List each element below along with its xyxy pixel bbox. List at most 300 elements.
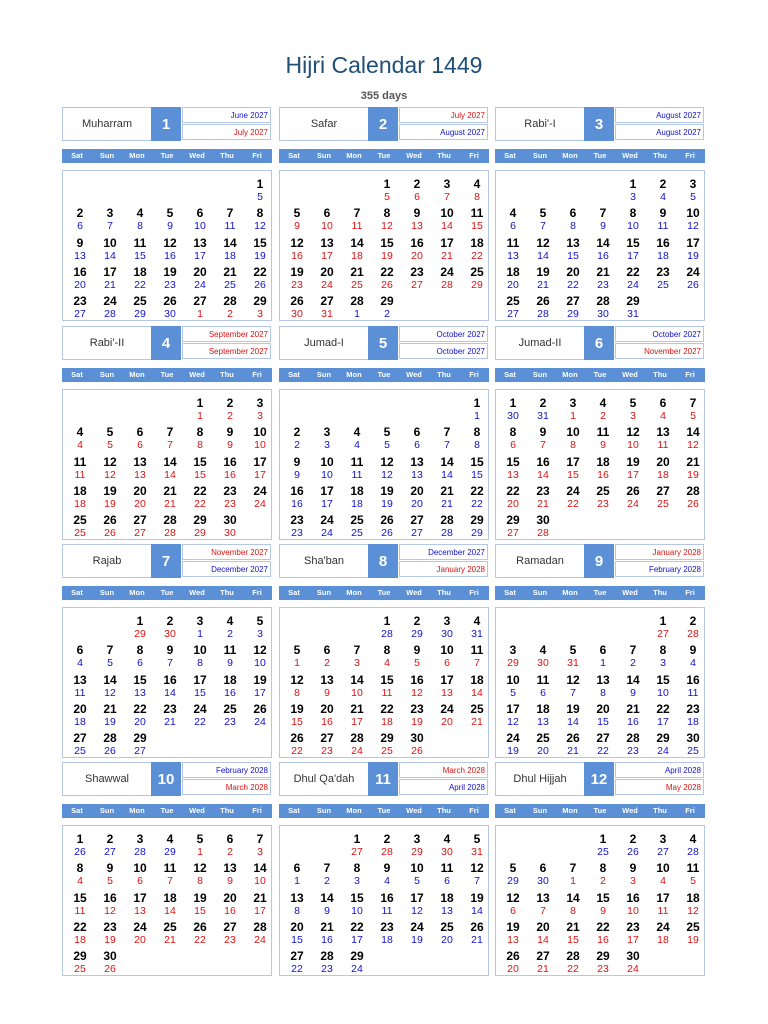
hijri-day-number: 22 <box>350 919 364 934</box>
hijri-day-number: 2 <box>383 832 391 846</box>
gregorian-day-number: 22 <box>194 497 206 510</box>
day-cell <box>618 177 648 204</box>
hijri-day-number: 7 <box>629 643 637 658</box>
weekday-label: Tue <box>377 370 391 379</box>
day-cell <box>215 920 245 947</box>
day-cell <box>372 425 402 452</box>
gregorian-day-number: 13 <box>74 249 86 262</box>
hijri-day-number: 13 <box>223 861 237 876</box>
day-cell <box>342 949 372 976</box>
hijri-day-number: 20 <box>133 483 147 498</box>
day-cell <box>185 294 215 321</box>
hijri-day-number: 7 <box>689 396 697 410</box>
day-cell <box>95 236 125 263</box>
weekday-label: Fri <box>685 588 695 597</box>
gregorian-day-number: 3 <box>257 628 263 640</box>
gregorian-day-number: 20 <box>411 497 423 510</box>
hijri-day-number: 1 <box>196 396 204 410</box>
day-cell <box>588 702 618 729</box>
hijri-day-number: 7 <box>353 206 361 221</box>
day-cell <box>342 702 372 729</box>
day-cell <box>95 731 125 758</box>
gregorian-day-number: 23 <box>321 963 333 976</box>
hijri-day-number: 24 <box>410 919 424 934</box>
day-cell <box>95 832 125 859</box>
hijri-day-number: 26 <box>566 731 580 746</box>
gregorian-day-number: 18 <box>351 249 363 262</box>
gregorian-day-number: 7 <box>444 191 450 203</box>
hijri-day-number: 13 <box>320 235 334 250</box>
hijri-day-number: 14 <box>320 890 334 905</box>
hijri-day-number: 2 <box>166 614 174 628</box>
gregorian-day-number: 11 <box>74 468 86 481</box>
day-cell <box>528 294 558 321</box>
weekday-label: Sun <box>99 588 115 597</box>
hijri-day-number: 17 <box>103 264 117 279</box>
month-header <box>495 762 705 796</box>
day-cell <box>372 673 402 700</box>
day-cell <box>432 861 462 888</box>
hijri-day-number: 5 <box>629 396 637 410</box>
gregorian-day-number: 12 <box>254 220 266 233</box>
month-header <box>495 107 705 141</box>
hijri-day-number: 26 <box>253 701 267 716</box>
gregorian-day-number: 25 <box>351 527 363 540</box>
day-cell <box>678 861 708 888</box>
gregorian-day-number: 6 <box>444 657 450 670</box>
month-number: 11 <box>368 762 398 796</box>
gregorian-day-number: 15 <box>567 249 579 262</box>
gregorian-day-number: 29 <box>471 278 483 291</box>
hijri-day-number: 27 <box>320 731 334 746</box>
gregorian-day-number: 14 <box>567 715 579 728</box>
day-cell <box>588 484 618 511</box>
weekday-label: Mon <box>562 588 578 597</box>
weekday-label: Wed <box>189 151 205 160</box>
day-cell <box>245 832 275 859</box>
day-cell <box>155 425 185 452</box>
weekday-header <box>279 149 489 163</box>
gregorian-day-number: 3 <box>257 308 263 321</box>
hijri-day-number: 15 <box>506 454 520 469</box>
hijri-day-number: 7 <box>599 206 607 221</box>
hijri-day-number: 12 <box>506 890 520 905</box>
hijri-day-number: 26 <box>163 294 177 309</box>
day-cell <box>648 177 678 204</box>
hijri-day-number: 25 <box>536 731 550 746</box>
hijri-day-number: 17 <box>566 454 580 469</box>
gregorian-day-number: 11 <box>224 220 236 233</box>
day-cell <box>155 861 185 888</box>
day-cell <box>498 861 528 888</box>
hijri-day-number: 4 <box>166 832 174 846</box>
day-cell <box>618 731 648 758</box>
weekday-label: Sun <box>99 806 115 815</box>
hijri-day-number: 18 <box>506 264 520 279</box>
day-cell <box>155 702 185 729</box>
weekday-label: Mon <box>129 370 145 379</box>
gregorian-month-start: November 2027 <box>182 544 271 560</box>
gregorian-day-number: 5 <box>384 191 390 203</box>
day-cell <box>618 949 648 976</box>
day-cell <box>372 294 402 321</box>
hijri-day-number: 18 <box>440 890 454 905</box>
gregorian-day-number: 16 <box>597 933 609 946</box>
hijri-day-number: 9 <box>539 425 547 440</box>
gregorian-day-number: 8 <box>197 657 203 670</box>
hijri-day-number: 30 <box>410 731 424 746</box>
hijri-day-number: 25 <box>470 701 484 716</box>
gregorian-day-number: 5 <box>257 191 263 203</box>
weekday-label: Sun <box>316 370 332 379</box>
gregorian-day-number: 7 <box>474 875 480 888</box>
day-cell <box>678 177 708 204</box>
hijri-day-number: 17 <box>686 235 700 250</box>
weekday-label: Tue <box>377 151 391 160</box>
gregorian-day-number: 5 <box>107 439 113 452</box>
day-cell <box>678 265 708 292</box>
weekday-label: Mon <box>562 370 578 379</box>
gregorian-day-number: 29 <box>134 628 146 640</box>
gregorian-day-number: 17 <box>351 715 363 728</box>
hijri-day-number: 15 <box>380 235 394 250</box>
day-grid <box>495 825 705 976</box>
gregorian-day-number: 15 <box>471 220 483 233</box>
hijri-day-number: 19 <box>290 701 304 716</box>
gregorian-day-number: 6 <box>444 875 450 888</box>
gregorian-day-number: 23 <box>597 963 609 976</box>
month-name: Jumad-II <box>495 326 585 360</box>
hijri-day-number: 25 <box>470 264 484 279</box>
gregorian-day-number: 28 <box>441 527 453 540</box>
hijri-day-number: 3 <box>509 643 517 658</box>
gregorian-day-number: 24 <box>351 745 363 758</box>
day-cell <box>65 484 95 511</box>
weekday-label: Tue <box>160 588 174 597</box>
hijri-day-number: 24 <box>506 731 520 746</box>
day-cell <box>462 177 492 204</box>
hijri-day-number: 5 <box>473 832 481 846</box>
day-cell <box>432 206 462 233</box>
day-cell <box>462 236 492 263</box>
hijri-day-number: 24 <box>133 919 147 934</box>
day-cell <box>558 206 588 233</box>
hijri-day-number: 6 <box>539 861 547 876</box>
hijri-day-number: 22 <box>380 701 394 716</box>
gregorian-day-number: 8 <box>137 220 143 233</box>
gregorian-day-number: 31 <box>627 308 639 321</box>
day-cell <box>245 920 275 947</box>
hijri-day-number: 2 <box>689 614 697 628</box>
gregorian-day-number: 25 <box>381 745 393 758</box>
weekday-label: Mon <box>346 588 362 597</box>
gregorian-day-number: 30 <box>291 308 303 321</box>
weekday-label: Tue <box>593 151 607 160</box>
hijri-day-number: 17 <box>320 483 334 498</box>
day-cell <box>125 643 155 670</box>
gregorian-day-number: 24 <box>627 963 639 976</box>
day-cell <box>678 643 708 670</box>
day-cell <box>312 949 342 976</box>
day-cell <box>342 731 372 758</box>
gregorian-day-number: 2 <box>227 308 233 321</box>
month-header <box>495 326 705 360</box>
day-cell <box>185 832 215 859</box>
day-cell <box>678 614 708 641</box>
hijri-day-number: 21 <box>350 701 364 716</box>
hijri-day-number: 26 <box>193 919 207 934</box>
day-cell <box>558 425 588 452</box>
hijri-day-number: 13 <box>410 454 424 469</box>
weekday-label: Sun <box>316 151 332 160</box>
day-cell <box>558 396 588 423</box>
month-name: Safar <box>279 107 369 141</box>
day-cell <box>528 643 558 670</box>
day-cell <box>215 513 245 540</box>
gregorian-day-number: 18 <box>381 933 393 946</box>
gregorian-day-number: 10 <box>254 875 266 888</box>
day-cell <box>528 455 558 482</box>
month-header <box>495 544 705 578</box>
gregorian-day-number: 7 <box>167 875 173 888</box>
gregorian-day-number: 16 <box>321 715 333 728</box>
weekday-label: Sat <box>288 370 300 379</box>
day-cell <box>65 236 95 263</box>
gregorian-day-number: 11 <box>657 439 669 452</box>
weekday-label: Wed <box>406 370 422 379</box>
gregorian-day-number: 2 <box>324 657 330 670</box>
hijri-day-number: 18 <box>470 672 484 687</box>
day-cell <box>282 455 312 482</box>
gregorian-day-number: 27 <box>507 527 519 540</box>
day-cell <box>215 265 245 292</box>
day-cell <box>185 920 215 947</box>
hijri-day-number: 23 <box>290 513 304 528</box>
hijri-day-number: 3 <box>196 614 204 628</box>
month-name: Dhul Qa'dah <box>279 762 369 796</box>
gregorian-day-number: 15 <box>597 715 609 728</box>
day-cell <box>245 484 275 511</box>
day-cell <box>372 832 402 859</box>
gregorian-day-number: 14 <box>537 468 549 481</box>
gregorian-day-number: 27 <box>507 308 519 321</box>
gregorian-day-number: 20 <box>74 278 86 291</box>
day-cell <box>185 265 215 292</box>
hijri-day-number: 23 <box>223 483 237 498</box>
hijri-day-number: 23 <box>380 919 394 934</box>
gregorian-day-number: 16 <box>164 249 176 262</box>
gregorian-day-number: 16 <box>224 904 236 917</box>
gregorian-day-number: 21 <box>164 715 176 728</box>
hijri-day-number: 25 <box>73 513 87 528</box>
gregorian-day-number: 24 <box>321 278 333 291</box>
hijri-day-number: 2 <box>629 832 637 846</box>
hijri-day-number: 29 <box>380 731 394 746</box>
hijri-day-number: 27 <box>566 294 580 309</box>
gregorian-day-number: 24 <box>657 745 669 758</box>
gregorian-day-number: 9 <box>227 875 233 888</box>
gregorian-day-number: 6 <box>77 220 83 233</box>
gregorian-day-number: 23 <box>224 715 236 728</box>
day-cell <box>215 236 245 263</box>
gregorian-day-number: 3 <box>630 410 636 422</box>
day-cell <box>215 455 245 482</box>
gregorian-day-number: 30 <box>164 308 176 321</box>
hijri-day-number: 17 <box>410 890 424 905</box>
gregorian-day-number: 22 <box>291 745 303 758</box>
weekday-label: Sun <box>316 806 332 815</box>
hijri-day-number: 9 <box>413 643 421 658</box>
weekday-header <box>495 586 705 600</box>
gregorian-month-start: December 2027 <box>399 544 488 560</box>
day-cell <box>342 832 372 859</box>
day-cell <box>498 484 528 511</box>
hijri-day-number: 13 <box>536 890 550 905</box>
day-cell <box>125 702 155 729</box>
weekday-label: Thu <box>220 370 234 379</box>
day-cell <box>678 396 708 423</box>
day-cell <box>402 643 432 670</box>
hijri-day-number: 12 <box>163 235 177 250</box>
month-number: 12 <box>584 762 614 796</box>
day-cell <box>528 484 558 511</box>
day-cell <box>65 702 95 729</box>
hijri-day-number: 26 <box>380 513 394 528</box>
gregorian-day-number: 14 <box>441 220 453 233</box>
day-cell <box>558 949 588 976</box>
gregorian-month-end: September 2027 <box>182 343 271 359</box>
hijri-day-number: 28 <box>253 919 267 934</box>
weekday-label: Fri <box>469 370 479 379</box>
gregorian-day-number: 14 <box>471 686 483 699</box>
gregorian-month-end: November 2027 <box>615 343 704 359</box>
gregorian-day-number: 23 <box>164 278 176 291</box>
hijri-day-number: 22 <box>193 483 207 498</box>
day-cell <box>588 643 618 670</box>
hijri-day-number: 30 <box>536 513 550 528</box>
gregorian-day-number: 5 <box>384 439 390 452</box>
gregorian-day-number: 7 <box>107 220 113 233</box>
gregorian-day-number: 4 <box>660 191 666 203</box>
hijri-day-number: 27 <box>73 731 87 746</box>
day-cell <box>498 425 528 452</box>
day-cell <box>372 731 402 758</box>
hijri-day-number: 17 <box>440 672 454 687</box>
day-cell <box>185 643 215 670</box>
hijri-day-number: 28 <box>626 731 640 746</box>
hijri-day-number: 13 <box>596 672 610 687</box>
gregorian-day-number: 12 <box>381 468 393 481</box>
month-name: Sha'ban <box>279 544 369 578</box>
day-cell <box>498 513 528 540</box>
day-cell <box>215 294 245 321</box>
day-cell <box>125 614 155 641</box>
hijri-day-number: 13 <box>73 672 87 687</box>
gregorian-day-number: 26 <box>74 846 86 858</box>
hijri-day-number: 22 <box>506 483 520 498</box>
day-cell <box>372 702 402 729</box>
hijri-day-number: 8 <box>383 206 391 221</box>
day-cell <box>648 861 678 888</box>
gregorian-day-number: 21 <box>537 497 549 510</box>
gregorian-day-number: 2 <box>294 439 300 452</box>
gregorian-day-number: 26 <box>411 745 423 758</box>
hijri-day-number: 1 <box>383 614 391 628</box>
gregorian-day-number: 9 <box>600 439 606 452</box>
gregorian-day-number: 10 <box>194 220 206 233</box>
gregorian-day-number: 28 <box>164 527 176 540</box>
day-cell <box>618 920 648 947</box>
hijri-day-number: 11 <box>350 454 364 469</box>
hijri-day-number: 2 <box>226 396 234 410</box>
weekday-label: Fri <box>252 588 262 597</box>
gregorian-day-number: 8 <box>197 439 203 452</box>
weekday-label: Thu <box>437 151 451 160</box>
hijri-day-number: 12 <box>566 672 580 687</box>
gregorian-day-number: 14 <box>104 249 116 262</box>
day-cell <box>95 673 125 700</box>
hijri-day-number: 22 <box>73 919 87 934</box>
month-header <box>279 326 489 360</box>
hijri-day-number: 20 <box>320 701 334 716</box>
day-cell <box>678 920 708 947</box>
day-cell <box>402 832 432 859</box>
hijri-day-number: 18 <box>686 890 700 905</box>
gregorian-day-number: 13 <box>441 686 453 699</box>
gregorian-day-number: 6 <box>414 191 420 203</box>
day-cell <box>402 177 432 204</box>
day-cell <box>185 425 215 452</box>
weekday-label: Wed <box>622 370 638 379</box>
day-cell <box>95 949 125 976</box>
gregorian-month-end: October 2027 <box>399 343 488 359</box>
day-cell <box>648 731 678 758</box>
hijri-day-number: 20 <box>410 483 424 498</box>
hijri-day-number: 11 <box>440 861 454 876</box>
weekday-label: Sat <box>504 151 516 160</box>
hijri-day-number: 24 <box>440 701 454 716</box>
gregorian-day-number: 1 <box>197 628 203 640</box>
hijri-day-number: 7 <box>323 861 331 876</box>
weekday-header <box>62 804 272 818</box>
hijri-day-number: 2 <box>413 614 421 628</box>
gregorian-day-number: 31 <box>321 308 333 321</box>
hijri-day-number: 29 <box>133 731 147 746</box>
day-cell <box>498 643 528 670</box>
weekday-label: Mon <box>346 151 362 160</box>
gregorian-day-number: 26 <box>254 278 266 291</box>
hijri-day-number: 24 <box>566 483 580 498</box>
page-title: Hijri Calendar 1449 <box>285 52 483 78</box>
gregorian-day-number: 29 <box>567 308 579 321</box>
day-cell <box>282 643 312 670</box>
gregorian-month-end: March 2028 <box>182 779 271 795</box>
gregorian-day-number: 3 <box>630 875 636 888</box>
hijri-day-number: 8 <box>509 425 517 440</box>
gregorian-day-number: 28 <box>104 308 116 321</box>
hijri-day-number: 28 <box>320 949 334 964</box>
day-cell <box>312 484 342 511</box>
day-cell <box>65 206 95 233</box>
hijri-day-number: 4 <box>689 832 697 846</box>
gregorian-day-number: 10 <box>321 468 333 481</box>
day-grid <box>62 389 272 540</box>
gregorian-day-number: 13 <box>134 686 146 699</box>
hijri-day-number: 24 <box>440 264 454 279</box>
hijri-day-number: 5 <box>293 206 301 221</box>
weekday-header <box>495 368 705 382</box>
hijri-day-number: 5 <box>166 206 174 221</box>
